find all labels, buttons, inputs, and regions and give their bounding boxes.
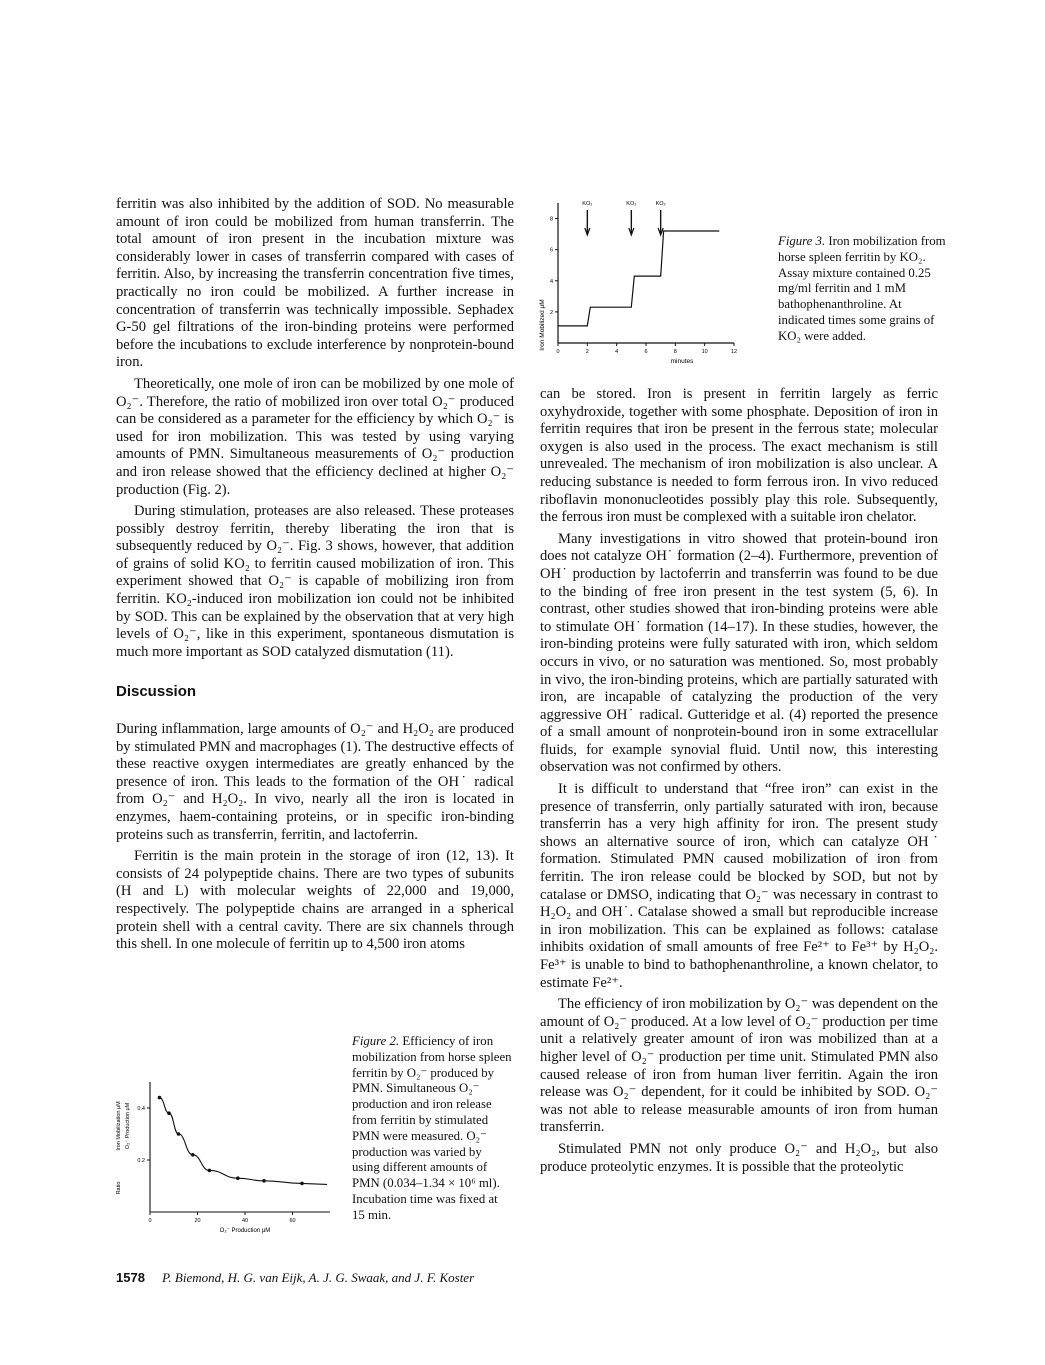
y-axis-label-production: O₂⁻ Production μM [125, 1102, 131, 1150]
page-number: 1578 [116, 1270, 145, 1285]
paragraph: can be stored. Iron is present in ferritin largely as ferric oxyhydroxide, together with some phosphate. Deposition of iron in ferritin requires that iron be present in the ferrous state; molecular oxygen is also used in the process. The exact mechanism is still unrevealed. The mechanism of iron mobilization is also unclear. A reducing substance is needed to form ferrous iron. In vivo reduced riboflavin mononucleotides possibly play this role. Subsequently, the ferrous iron must be complexed with a suitable iron chelator. [540, 386, 938, 526]
data-point [158, 1096, 162, 1100]
y-axis-label-iron: Iron Mobilization μM [116, 1101, 122, 1151]
page-footer [116, 1270, 474, 1286]
paragraph: Many investigations in vitro showed that protein-bound iron does not catalyze OH˙ formation (2–4). Furthermore, prevention of OH˙ production by lactoferrin and transferrin was found to be due to the binding of free iron present in the test system (5, 6). In contrast, other studies showed that iron-binding proteins were able to stimulate OH˙ formation (14–17). In these studies, however, the iron-binding proteins were fully saturated with iron, which seldom occurs in vivo, or no saturation was mentioned. So, most probably in vivo, the iron-binding proteins, which are partially saturated with iron, are incapable of catalyzing the production of the very aggressive OH˙ radical. Gutteridge et al. (4) reported the presence of a small amount of nonprotein-bound iron in some extracellular fluids, for example synovial fluid. Until now, this interesting observation was not confirmed by others. [540, 530, 938, 776]
data-point [300, 1182, 304, 1186]
y-tick-label: 2 [549, 309, 553, 316]
x-axis-label: minutes [670, 358, 694, 365]
data-point [236, 1176, 240, 1180]
ko2-label: KO₂ [582, 201, 593, 207]
chart-axes [150, 1082, 330, 1212]
section-heading: Discussion [116, 683, 197, 701]
authors: P. Biemond, H. G. van Eijk, A. J. G. Swaak, and J. F. Koster [162, 1270, 475, 1285]
figure-3-chart [530, 195, 770, 375]
y-tick-label: 0.4 [137, 1106, 145, 1112]
caption-text: Efficiency of iron mobilization from horse spleen ferritin by O₂⁻ produced by PMN. Simultaneous O₂⁻ production and iron release from ferritin by stimulated PMN were measured. O₂⁻ production was varied by using different amounts of PMN (0.034–1.34 × 10⁶ ml). Incubation time was fixed at 15 min. [352, 1034, 512, 1222]
x-tick-label: 0 [556, 349, 560, 355]
y-tick-label: 0.2 [137, 1158, 145, 1164]
x-tick-label: 4 [615, 349, 619, 355]
y-tick-label: 8 [549, 216, 553, 223]
figure-3-caption [778, 234, 948, 345]
ko2-arrows [582, 201, 665, 235]
y-axis-label-ratio: Ratio [116, 1181, 122, 1195]
figure-2-chart [110, 1070, 350, 1245]
data-point [191, 1153, 195, 1157]
x-tick-label: 60 [289, 1218, 296, 1224]
data-point [167, 1111, 171, 1115]
x-tick-label: 8 [673, 349, 677, 355]
x-tick-label: 20 [194, 1218, 201, 1224]
caption-label: Figure 3. [778, 234, 826, 248]
data-point [177, 1132, 181, 1136]
x-tick-label: 2 [585, 349, 589, 355]
paragraph: During stimulation, proteases are also released. These proteases possibly destroy ferritin, thereby liberating the iron that is subsequently reduced by O₂⁻. Fig. 3 shows, however, that addition of grains of solid KO₂ to ferritin caused mobilization of iron. This experiment showed that O₂⁻ is capable of mobilizing iron from ferritin. KO₂-induced iron mobilization ion could not be inhibited by SOD. This can be explained by the observation that at very high levels of O₂⁻, like in this experiment, spontaneous dismutation is much more important as SOD catalyzed dismutation (11). [116, 503, 514, 660]
series-line [160, 1098, 328, 1185]
paragraph: Theoretically, one mole of iron can be mobilized by one mole of O₂⁻. Therefore, the ratio of mobilized iron over total O₂⁻ produced can be considered as a parameter for the efficiency by which O₂⁻ is used for iron mobilization. This was tested by using varying amounts of PMN. Simultaneous measurements of O₂⁻ production and iron release showed that the efficiency declined at higher O₂⁻ production (Fig. 2). [116, 375, 514, 498]
chart-series [158, 1096, 327, 1185]
paragraph: ferritin was also inhibited by the addition of SOD. No measurable amount of iron could be mobilized from human transferrin. The total amount of iron present in the incubation mixture was considerably lower in cases of transferrin compared with cases of ferritin. Also, by increasing the transferrin concentration five times, practically no iron could be mobilized. A further increase in concentration of transferrin was technically impossible. Sephadex G-50 gel filtrations of the iron-binding proteins were performed before the incubations to exclude interference by nonprotein-bound iron. [116, 196, 514, 371]
series-line [558, 231, 719, 326]
paragraph: The efficiency of iron mobilization by O₂⁻ was dependent on the amount of O₂⁻ produced. At a low level of O₂⁻ production per time unit a relatively greater amount of iron was mobilized than at a higher level of O₂⁻ production per time unit. Stimulated PMN also caused release of iron from human liver ferritin. Again the iron release was O₂⁻ dependent, for it could be inhibited by SOD. O₂⁻ was not able to release measurable amounts of iron from human transferrin. [540, 996, 938, 1136]
figure-2-caption [352, 1034, 512, 1224]
paragraph: During inflammation, large amounts of O₂⁻ and H₂O₂ are produced by stimulated PMN and macrophages (1). The destructive effects of these reactive oxygen intermediates are greatly enhanced by the presence of iron. This leads to the formation of the OH˙ radical from O₂⁻ and H₂O₂. In vivo, nearly all the iron is located in enzymes, haem-containing proteins, or in specific iron-binding proteins such as transferrin, ferritin, and lactoferrin. [116, 721, 514, 843]
x-tick-label: 10 [701, 349, 708, 355]
x-tick-label: 12 [730, 349, 738, 355]
x-tick-label: 0 [148, 1218, 152, 1224]
x-tick-label: 6 [644, 349, 648, 355]
paragraph: Stimulated PMN not only produce O₂⁻ and H₂O₂, but also produce proteolytic enzymes. It is possible that the proteolytic [540, 1140, 938, 1175]
y-tick-label: 6 [549, 247, 553, 254]
data-point [208, 1169, 212, 1173]
ko2-label: KO₂ [655, 201, 666, 207]
x-axis-label: O₂⁻ Production μM [219, 1228, 271, 1234]
paragraph: Ferritin is the main protein in the storage of iron (12, 13). It consists of 24 polypeptide chains. There are two types of subunits (H and L) with molecular weights of 22,000 and 19,000, respectively. The polypeptide chains are arranged in a spherical protein shell with a central cavity. There are six channels through this shell. In one molecule of ferritin up to 4,500 iron atoms [116, 848, 514, 953]
paragraph: It is difficult to understand that “free iron” can exist in the presence of transferrin, only partially saturated with iron, because transferrin has a very high affinity for iron. The present study shows an alternative source of iron, which can catalyze OH˙ formation. Stimulated PMN caused mobilization of iron from ferritin. The iron release could be blocked by SOD, but not by catalase or DMSO, indicating that O₂⁻ was necessary in contrast to H₂O₂ and OH˙. Catalase showed a small but reproducible increase in iron mobilization. This can be explained as follows: catalase inhibits oxidation of small amounts of free Fe²⁺ to Fe³⁺ by H₂O₂. Fe³⁺ is unable to bind to bathophenanthroline, a known chelator, to estimate Fe²⁺. [540, 781, 938, 991]
caption-label: Figure 2. [352, 1034, 400, 1048]
y-axis-label: Iron Mobilized μM [539, 299, 546, 351]
x-tick-label: 40 [241, 1218, 249, 1224]
chart-axes [558, 203, 734, 343]
y-tick-label: 4 [549, 278, 553, 285]
ko2-label: KO₂ [626, 201, 637, 207]
right-column [540, 386, 938, 1180]
left-column [116, 196, 514, 958]
chart-ticks [550, 217, 737, 355]
data-point [262, 1179, 266, 1183]
chart-series [558, 231, 719, 326]
caption-text: Iron mobilization from horse spleen ferritin by KO₂. Assay mixture contained 0.25 mg/ml ferritin and 1 mM bathophenanthroline. At indicated times some grains of KO₂ were added. [778, 234, 946, 343]
chart-ticks [137, 1106, 295, 1224]
